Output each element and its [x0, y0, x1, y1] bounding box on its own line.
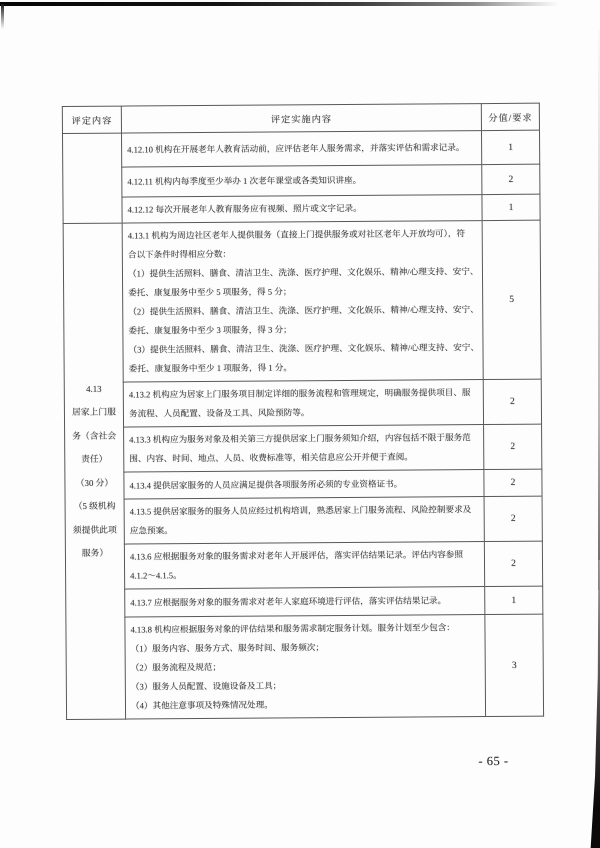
- group-label-empty: [62, 133, 122, 223]
- criterion-text: 4.13.6 应根据服务对象的服务需求对老年人开展评估，落实评估结果记录。评估内容参照 4.1.2～4.1.5。: [124, 542, 484, 590]
- table-row: [65, 469, 542, 499]
- table-row: [65, 541, 542, 589]
- criterion-text: 4.13.3 机构应为服务对象及相关第三方提供居家上门服务须知介绍，内容包括不限于服务范 围、内容、时间、地点、人员、收费标准等，相关信息应公开并便于查阅。: [124, 425, 484, 473]
- criterion-text: 4.13.5 提供居家服务的服务人员应经过机构培训，熟悉居家上门服务流程、风险控制要求及 应急预案。: [124, 497, 484, 545]
- score-value: 1: [485, 586, 543, 614]
- evaluation-table: [62, 103, 544, 720]
- score-value: 5: [482, 220, 541, 379]
- table-row: [63, 220, 541, 382]
- score-value: 2: [484, 424, 542, 469]
- table-row: [62, 130, 539, 167]
- criterion-text: 4.12.12 每次开展老年人教育服务应有视频、照片或文字记录。: [122, 195, 482, 224]
- table-row: [66, 586, 543, 617]
- criterion-text: 4.13.1 机构为周边社区老年人提供服务（直接上门提供服务或对社区老年人开放均可），符 合以下条件时得相应分数： （1）提供生活照料、膳食、清洁卫生、洗涤、医疗护理、文化娱乐、精神/心理支持、安宁、 委托、康复服务中至少 5 项服务，得 5 分； （2）提供生活照料、膳食、清洁卫生、洗涤、医疗护理、文化娱乐、精神/心理支持、安宁、 委托、康复服务中至少 3 项服务，得 3 分； （3）提供生活照料、膳食、清洁卫生、洗涤、医疗护理、文化娱乐、精神/心理支持、安宁、 委托、康复服务中至少 1 项服务，得 1 分。: [122, 221, 483, 383]
- score-value: 1: [482, 194, 540, 220]
- score-value: 2: [483, 379, 541, 424]
- table-row: [66, 614, 544, 719]
- score-value: 3: [485, 614, 544, 716]
- score-value: 2: [484, 541, 542, 586]
- table-row: [64, 379, 541, 427]
- table-header-row: [62, 103, 539, 133]
- score-value: 1: [481, 130, 539, 164]
- table-row: [65, 496, 542, 544]
- criterion-text: 4.13.2 机构应为居家上门服务项目制定详细的服务流程和管理规定，明确服务提供项目、服 务流程、人员配置、设备及工具、风险预防等。: [123, 380, 483, 428]
- criterion-text: 4.12.10 机构在开展老年人教育活动前，应评估老年人服务需求，并落实评估和需求记录。: [121, 131, 481, 168]
- table-row: [65, 424, 542, 472]
- header-eval-content: 评定内容: [62, 106, 121, 133]
- score-value: 2: [482, 164, 540, 194]
- table-row: [63, 194, 540, 223]
- criterion-text: 4.12.11 机构内每季度至少举办 1 次老年课堂或各类知识讲座。: [122, 165, 482, 198]
- criterion-text: 4.13.7 应根据服务对象的服务需求对老年人家庭环境进行评估，落实评估结果记录。: [125, 587, 485, 618]
- header-score-requirement: 分值/要求: [481, 103, 539, 130]
- criterion-text: 4.13.8 机构应根据服务对象的评估结果和服务需求制定服务计划。服务计划至少包含： （1）服务内容、服务方式、服务时间、服务频次； （2）服务流程及规范； （3）服务人员配置、设施设备及工具； （4）其他注意事项及特殊情况处理。: [125, 615, 486, 720]
- criterion-text: 4.13.4 提供居家服务的人员应满足提供各项服务所必须的专业资格证书。: [124, 470, 484, 500]
- group-label-4-13: 4.13 居家上门服 务（含社会 责任） （30 分） （5 级机构 须提供此项 服务）: [63, 223, 125, 719]
- score-value: 2: [484, 496, 542, 541]
- header-eval-implementation: 评定实施内容: [121, 104, 481, 134]
- table-row: [63, 164, 540, 197]
- page-number: - 65 -: [478, 753, 509, 769]
- score-value: 2: [484, 469, 542, 496]
